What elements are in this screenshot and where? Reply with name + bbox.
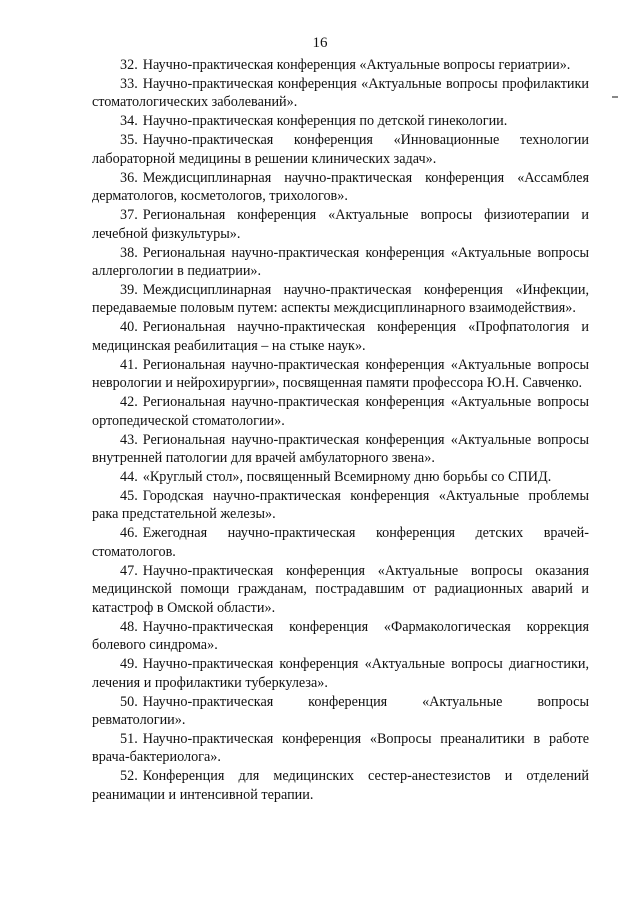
list-item-number: 37. (120, 207, 138, 224)
list-item (92, 562, 589, 617)
list-item-text: Региональная научно-практическая конференция «Актуальные вопросы ортопедической стоматологии». (92, 394, 589, 429)
list-item (92, 767, 589, 804)
list-item (92, 730, 589, 767)
list-item-number: 34. (120, 113, 138, 130)
list-item (92, 206, 589, 243)
list-item-text: Региональная научно-практическая конференция «Профпатология и медицинская реабилитация – на стыке наук». (92, 319, 589, 354)
list-item (92, 431, 589, 468)
list-item-text: Региональная научно-практическая конференция «Актуальные вопросы внутренней патологии для врачей амбулаторного звена». (92, 431, 589, 467)
list-item-number: 32. (120, 57, 138, 73)
list-item-text: Научно-практическая конференция «Актуальные вопросы оказания медицинской помощи гражданам, пострадавшим от радиационных аварий и катастроф в Омской области». (92, 562, 589, 616)
list-item-number: 47. (120, 562, 138, 579)
list-item-number: 52. (120, 768, 138, 785)
list-item-text: Научно-практическая конференция «Актуальные вопросы гериатрии». (142, 57, 571, 73)
list-item-number: 42. (120, 394, 138, 411)
list-item-number: 51. (120, 730, 138, 747)
list-item-text: Научно-практическая конференция «Актуальные вопросы профилактики стоматологических заболеваний». (92, 76, 589, 111)
list-item (92, 318, 589, 355)
list-item-text: Научно-практическая конференция «Фармакологическая коррекция болевого синдрома». (92, 618, 589, 654)
list-item (92, 618, 589, 655)
list-item-number: 48. (120, 618, 138, 635)
list-item (92, 693, 589, 730)
list-item-text: Научно-практическая конференция по детской гинекологии. (142, 113, 508, 130)
list-item-text: Региональная конференция «Актуальные вопросы физиотерапии и лечебной физкультуры». (92, 207, 589, 242)
list-item (92, 655, 589, 692)
list-item (92, 75, 589, 112)
list-item (92, 112, 589, 130)
list-item-text: «Круглый стол», посвященный Всемирному дню борьбы со СПИД. (142, 469, 552, 486)
margin-mark (612, 96, 618, 98)
list-item-text: Региональная научно-практическая конференция «Актуальные вопросы неврологии и нейрохирургии», посвященная памяти профессора Ю.Н. Савченко. (92, 356, 589, 392)
list-item (92, 169, 589, 206)
list-item-text: Ежегодная научно-практическая конференция детских врачей-стоматологов. (92, 525, 589, 560)
list-item-number: 33. (120, 76, 138, 92)
list-item-number: 40. (120, 319, 138, 336)
list-item (92, 468, 589, 486)
list-item-number: 43. (120, 431, 138, 448)
list-item (92, 281, 589, 318)
list-item (92, 393, 589, 430)
list-item (92, 356, 589, 393)
list-item-number: 45. (120, 488, 138, 505)
list-item-number: 46. (120, 525, 138, 542)
list-item-text: Междисциплинарная научно-практическая конференция «Ассамблея дерматологов, косметологов, трихологов». (92, 169, 589, 205)
list-item-number: 50. (120, 693, 138, 710)
list-item-number: 36. (120, 169, 138, 186)
list-item-number: 38. (120, 244, 138, 261)
list-item-text: Конференция для медицинских сестер-анестезистов и отделений реанимации и интенсивной терапии. (92, 768, 589, 803)
conference-list (92, 56, 589, 805)
list-item-number: 41. (120, 356, 138, 373)
list-item-number: 35. (120, 132, 138, 149)
page-number: 16 (312, 35, 328, 51)
list-item (92, 524, 589, 561)
list-item-number: 39. (120, 282, 138, 299)
list-item-text: Междисциплинарная научно-практическая конференция «Инфекции, передаваемые половым путем: аспекты междисциплинарного взаимодействия». (92, 282, 589, 317)
list-item-text: Научно-практическая конференция «Актуальные вопросы ревматологии». (92, 693, 589, 728)
list-item-text: Городская научно-практическая конференция «Актуальные проблемы рака предстательной железы». (92, 488, 589, 523)
list-item-number: 44. (120, 469, 138, 486)
list-item-text: Научно-практическая конференция «Актуальные вопросы диагностики, лечения и профилактики туберкулеза». (92, 656, 589, 691)
list-item (92, 487, 589, 524)
list-item-text: Научно-практическая конференция «Вопросы преаналитики в работе врача-бактериолога». (92, 730, 589, 766)
list-item-number: 49. (120, 656, 138, 673)
list-item (92, 131, 589, 168)
list-item (92, 244, 589, 281)
list-item-text: Региональная научно-практическая конференция «Актуальные вопросы аллергологии в педиатрии». (92, 244, 589, 280)
list-item (92, 56, 589, 74)
list-item-text: Научно-практическая конференция «Инновационные технологии лабораторной медицины в решении клинических задач». (92, 132, 589, 167)
